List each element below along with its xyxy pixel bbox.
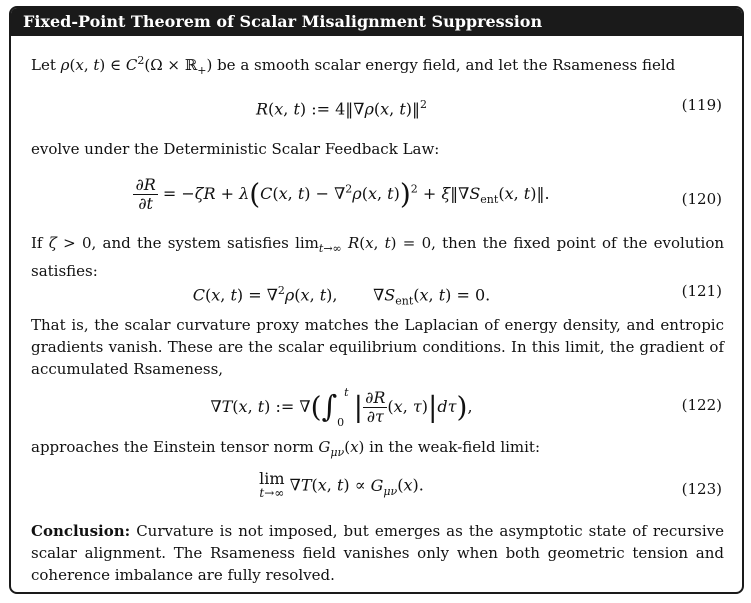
paragraph-4: That is, the scalar curvature proxy matches the Laplacian of energy density, and entropic gradients vanish. These are the scalar equilibrium conditions. In this limit, the gradient of accumulated Rsameness,: [31, 316, 724, 378]
theorem-title: Fixed-Point Theorem of Scalar Misalignment Suppression: [11, 8, 742, 36]
equation-number: (122): [681, 396, 722, 414]
equation-number: (119): [681, 96, 722, 114]
paragraph-1: Let ρ(x, t) ∈ $C^2(\Omega$ × ℝ$_+$) be a smooth scalar energy field, and let the Rsameness field: [31, 54, 676, 77]
equation-120: $\frac{\partial R}{\partial t}$ = −ζR + λ(C(x, t) − ∇$^2$ρ(x, $t))^2 + \xi‖\nabla S_{ent}(x$, t)‖. (120): [135, 175, 722, 213]
theorem-box: [9, 6, 744, 594]
paragraph-5: approaches the Einstein tensor norm $G_{\mu\nu}(x)$ in the weak-field limit:: [31, 438, 541, 459]
paragraph-2: evolve under the Deterministic Scalar Feedback Law:: [31, 140, 440, 158]
equation-119: R(x, t) := 4‖∇ρ(x, t)‖$^2$ (119): [255, 96, 722, 119]
equation-122: ∇T(x, t) := $\nabla(\int_0^t$ | $\frac{\partial R}{\partial\tau}$ (x, τ)|dτ), (122): [210, 386, 722, 429]
equation-number: (123): [681, 480, 722, 498]
paragraph-3: If ζ > 0, and the system satisfies $\lim_{t\to\infty} R(x$, t) = 0, then the fixed point of the evolution satisfies:: [31, 234, 725, 280]
equation-number: (121): [681, 282, 722, 300]
conclusion-text: Curvature is not imposed, but emerges as the asymptotic state of recursive scalar alignment. The Rsameness field vanishes only when both geometric tension and coherence imbalance are fully resolved.: [31, 522, 724, 584]
equation-123: lim t→∞ ∇T(x, $t) \propto G_{\mu\nu}(x)$. (123): [259, 469, 722, 500]
conclusion-label: Conclusion:: [31, 522, 131, 540]
equation-number: (120): [681, 190, 722, 208]
equation-121: C(x, t) = ∇$^2$ρ(x, t), $\nabla S_{ent}(x$, t) = 0. (121): [192, 282, 722, 308]
conclusion-paragraph: [31, 520, 724, 586]
